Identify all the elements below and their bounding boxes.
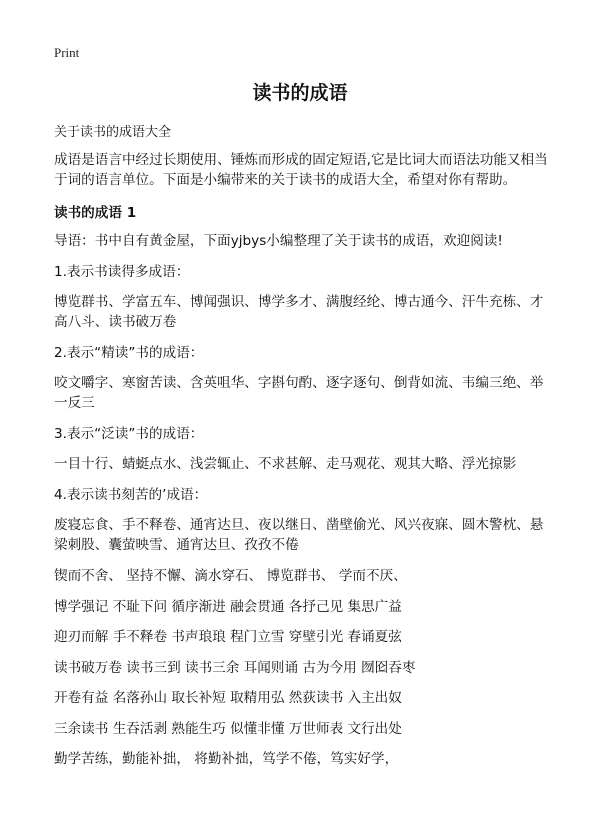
document-subtitle: 关于读书的成语大全 (54, 125, 172, 140)
category-heading-diligent: 4.表示读书刻苦的’成语： (54, 487, 208, 503)
idiom-list-many: 博览群书、学富五车、博闻强识、博学多才、满腹经纶、博古通今、汗牛充栋、才高八斗、读书破万卷 (54, 294, 544, 330)
idiom-list-extensive: 一目十行、蜻蜓点水、浅尝辄止、不求甚解、走马观花、观其大略、浮光掠影 (54, 456, 517, 472)
page-title: 读书的成语 (252, 82, 348, 104)
idiom-line: 博学强记 不耻下问 循序渐进 融会贯通 各抒己见 集思广益 (54, 599, 402, 615)
category-heading-extensive: 3.表示“泛读”书的成语： (54, 426, 204, 442)
section-heading: 读书的成语 1 (54, 205, 137, 221)
idiom-line: 锲而不舍、 坚持不懈、滴水穿石、 博览群书、 学而不厌、 (54, 568, 407, 584)
intro-paragraph: 成语是语言中经过长期使用、锤炼而形成的固定短语,它是比词大而语法功能又相当于词的语言单位。下面是小编带来的关于读书的成语大全，希望对你有帮助。 (54, 152, 548, 188)
idiom-list-intensive: 咬文嚼字、寒窗苦读、含英咀华、字斟句酌、逐字逐句、倒背如流、韦编三绝、举一反三 (54, 375, 544, 411)
guide-paragraph: 导语：书中自有黄金屋，下面yjbys小编整理了关于读书的成语，欢迎阅读! (54, 233, 503, 249)
idiom-list-diligent: 废寝忘食、手不释卷、通宵达旦、夜以继日、凿壁偷光、风兴夜寐、圆木警枕、悬梁刺股、囊萤映雪、通宵达旦、孜孜不倦 (54, 517, 544, 553)
idiom-line: 读书破万卷 读书三到 读书三余 耳闻则诵 古为今用 囫囵吞枣 (54, 660, 416, 676)
idiom-line: 开卷有益 名落孙山 取长补短 取精用弘 然荻读书 入主出奴 (54, 690, 402, 706)
category-heading-intensive: 2.表示“精读”书的成语： (54, 345, 204, 361)
idiom-line: 三余读书 生吞活剥 熟能生巧 似懂非懂 万世师表 文行出处 (54, 721, 402, 737)
print-link[interactable]: Print (54, 45, 80, 60)
category-heading-many: 1.表示书读得多成语： (54, 264, 190, 280)
idiom-line: 勤学苦练，勤能补拙， 将勤补拙，笃学不倦，笃实好学， (54, 751, 399, 767)
idiom-line: 迎刃而解 手不释卷 书声琅琅 程门立雪 穿壁引光 春诵夏弦 (54, 629, 402, 645)
